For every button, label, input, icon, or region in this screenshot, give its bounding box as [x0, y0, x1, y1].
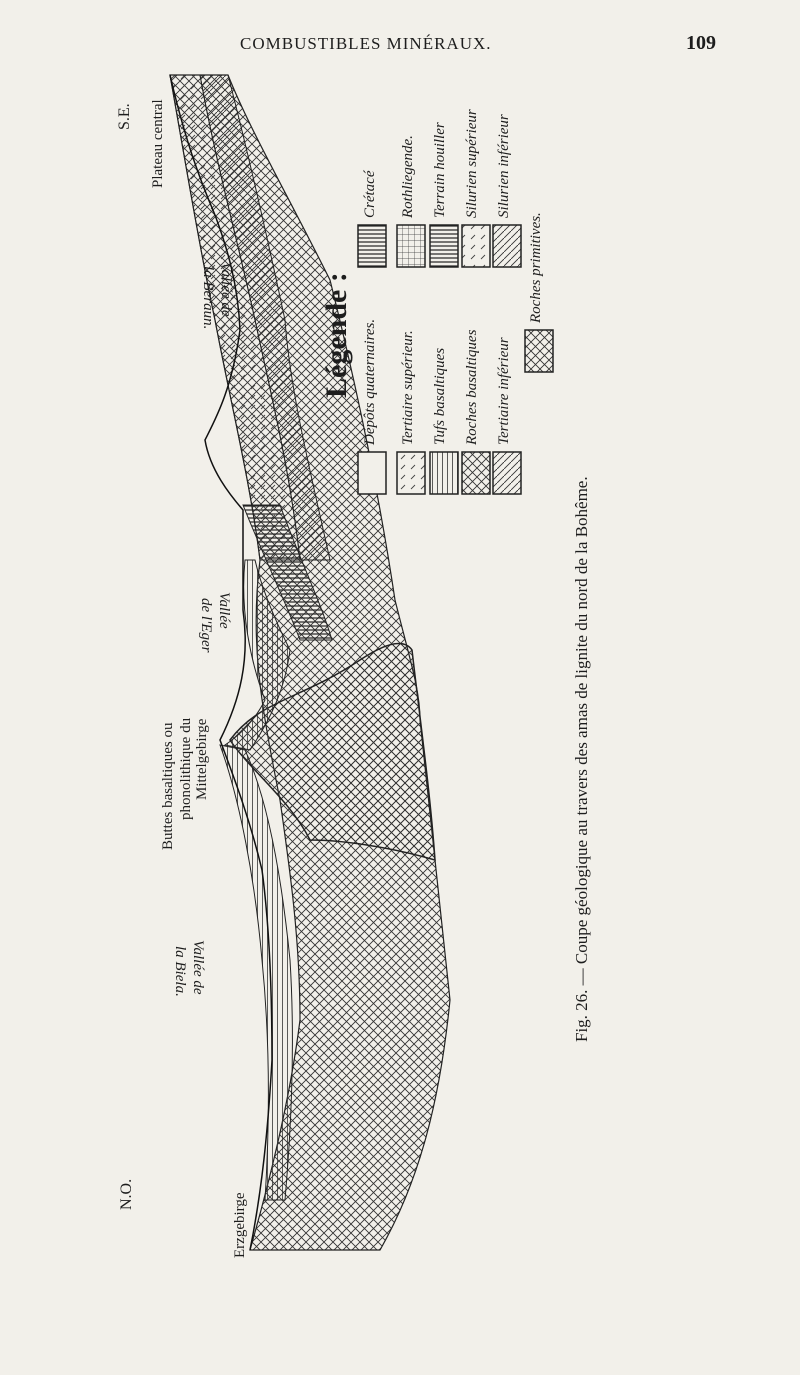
label-buttes-1: Buttes basaltiques ou	[160, 722, 176, 850]
label-vallee-eger-1: Vallée	[216, 592, 232, 629]
legend-title: Légende :	[320, 272, 353, 398]
legend-terrain-houiller: Terrain houiller	[432, 122, 448, 218]
label-erzgebirge: Erzgebirge	[232, 1192, 248, 1258]
running-title: COMBUSTIBLES MINÉRAUX.	[240, 34, 492, 53]
legend-tufs-basaltiques: Tufs basaltiques	[432, 347, 448, 445]
legend-rothliegende: Rothliegende.	[400, 135, 416, 218]
label-vallee-biela-2: la Biela.	[172, 946, 188, 997]
label-plateau-central: Plateau central	[150, 99, 166, 188]
label-orientation-no: N.O.	[118, 1178, 135, 1210]
legend-tertiaire-superieur: Tertiaire supérieur.	[400, 330, 416, 445]
label-orientation-se: S.E.	[116, 103, 133, 130]
legend-boxes	[358, 225, 553, 494]
label-vallee-biela-1: Vallée de	[190, 940, 206, 995]
legend-depots-quaternaires: Dépôts quaternaires.	[362, 318, 378, 445]
legend-silurien-superieur: Silurien supérieur	[464, 109, 480, 218]
label-vallee-beraun-2: la Beraun.	[200, 266, 216, 330]
figure-caption: Fig. 26. — Coupe géologique au travers des amas de lignite du nord de la Bohême.	[572, 476, 591, 1042]
page-number: 109	[686, 32, 716, 54]
legend-roches-primitives: Roches primitives.	[528, 212, 544, 323]
legend-tertiaire-inferieur: Tertiaire inférieur	[496, 337, 512, 445]
legend-silurien-inferieur: Silurien inférieur	[496, 114, 512, 218]
legend-roches-basaltiques: Roches basaltiques	[464, 329, 480, 445]
label-vallee-beraun-1: Vallée de	[218, 262, 234, 317]
label-vallee-eger-2: de l'Eger	[198, 598, 214, 653]
label-buttes-3: Mittelgebirge	[194, 718, 210, 800]
label-buttes-2: phonolithique du	[178, 717, 194, 820]
legend-cretace: Crétacé	[362, 170, 378, 218]
